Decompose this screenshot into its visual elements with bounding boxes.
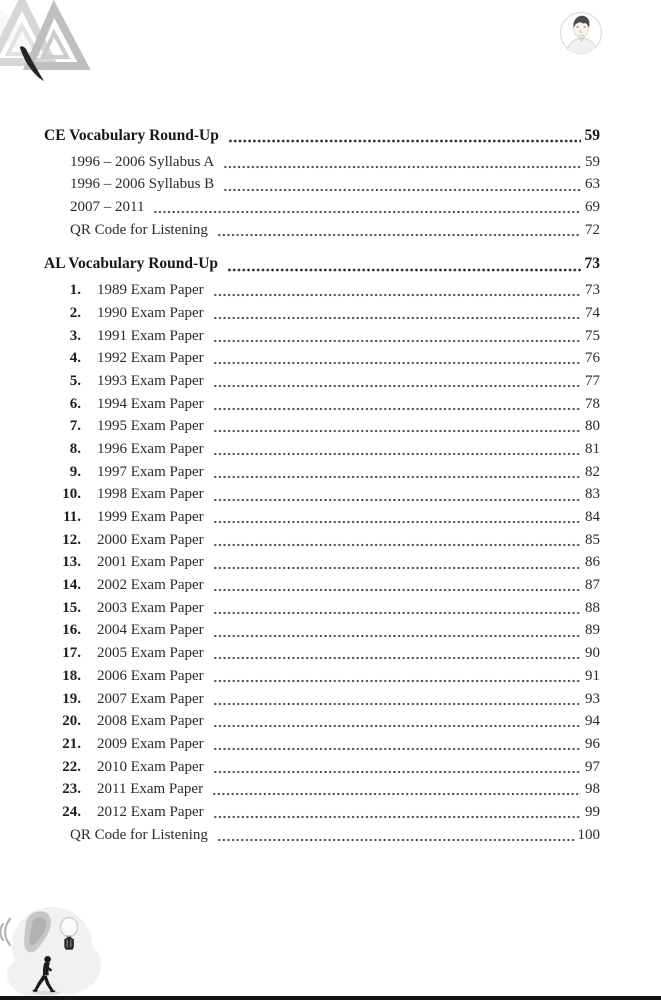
toc-entry bbox=[44, 574, 600, 597]
toc-entry-page-number: 86 bbox=[585, 554, 600, 571]
toc-entry-label: 1996 – 2006 Syllabus B bbox=[70, 176, 215, 193]
toc-entry-label: 1997 Exam Paper bbox=[97, 463, 204, 480]
toc-entry-page-number: 78 bbox=[585, 395, 600, 412]
toc-entry-label: 1994 Exam Paper bbox=[97, 395, 204, 412]
dot-leader bbox=[213, 429, 581, 433]
dot-leader bbox=[227, 268, 580, 272]
toc-entry bbox=[44, 778, 600, 801]
toc-entry-page-number: 73 bbox=[585, 282, 600, 299]
toc-entry bbox=[44, 393, 600, 416]
toc-entry-label: 1993 Exam Paper bbox=[97, 372, 204, 389]
toc-entry-page-number: 80 bbox=[585, 418, 600, 435]
toc-entry-number: 5. bbox=[69, 372, 81, 389]
toc-entry bbox=[44, 597, 600, 620]
toc-entry bbox=[44, 173, 600, 196]
dot-leader bbox=[213, 588, 581, 592]
toc-entry-page-number: 100 bbox=[577, 826, 600, 843]
toc-entry-page-number: 73 bbox=[584, 255, 600, 273]
toc-entry bbox=[44, 756, 600, 779]
dot-leader bbox=[213, 498, 581, 502]
toc-entry bbox=[44, 151, 600, 174]
toc-entry-number: 7. bbox=[69, 418, 81, 435]
dot-leader bbox=[213, 520, 581, 524]
toc-entry-page-number: 98 bbox=[585, 781, 600, 798]
dot-leader bbox=[213, 475, 581, 479]
toc-entry bbox=[44, 196, 600, 219]
toc-entry-number: 19. bbox=[62, 690, 81, 707]
toc-entry-page-number: 88 bbox=[585, 599, 600, 616]
toc-entry-label: CE Vocabulary Round-Up bbox=[44, 127, 219, 144]
dot-leader bbox=[213, 316, 581, 320]
toc-entry-label: 1989 Exam Paper bbox=[97, 282, 204, 299]
toc-entry-page-number: 93 bbox=[585, 690, 600, 707]
toc-entry-page-number: 89 bbox=[585, 622, 600, 639]
toc-entry-number: 8. bbox=[69, 440, 81, 457]
toc-entry-label: 1999 Exam Paper bbox=[97, 509, 204, 525]
toc-entry-number: 9. bbox=[69, 463, 81, 480]
toc-entry-label: 2006 Exam Paper bbox=[97, 667, 204, 684]
toc-entry-label: 1991 Exam Paper bbox=[97, 327, 204, 344]
toc-entry bbox=[44, 325, 600, 348]
toc-entry-label: 1995 Exam Paper bbox=[97, 418, 204, 435]
toc-entry bbox=[44, 302, 600, 325]
dot-leader bbox=[213, 384, 581, 388]
toc-entry-label: AL Vocabulary Round-Up bbox=[44, 255, 219, 273]
toc-entry-number: 15. bbox=[62, 599, 81, 616]
dot-leader bbox=[213, 452, 581, 456]
toc-entry-number: 13. bbox=[62, 554, 81, 571]
toc-entry-page-number: 96 bbox=[585, 735, 600, 752]
toc-entry-label: 1990 Exam Paper bbox=[97, 304, 204, 321]
toc-entry bbox=[44, 733, 600, 756]
author-avatar bbox=[559, 11, 603, 55]
toc-entry bbox=[44, 347, 600, 370]
toc-entry-number: 6. bbox=[69, 395, 81, 412]
toc-entry-number: 14. bbox=[62, 577, 81, 594]
toc-entry-label: 2009 Exam Paper bbox=[97, 735, 204, 752]
toc-entry-page-number: 59 bbox=[585, 153, 600, 170]
toc-entry-page-number: 74 bbox=[585, 304, 600, 321]
dot-leader bbox=[213, 747, 581, 751]
dot-leader bbox=[223, 188, 581, 192]
toc-entry-page-number: 69 bbox=[585, 199, 600, 216]
toc-entry-label: 1992 Exam Paper bbox=[97, 350, 204, 367]
toc-entry-number: 22. bbox=[62, 758, 81, 775]
toc-entry bbox=[44, 370, 600, 393]
toc-entry-number: 17. bbox=[62, 645, 81, 662]
dot-leader bbox=[212, 792, 581, 796]
toc-entry-page-number: 81 bbox=[585, 440, 600, 457]
toc-entry-number: 23. bbox=[62, 781, 81, 798]
toc-entry-label: QR Code for Listening bbox=[70, 826, 208, 843]
dot-leader bbox=[213, 679, 581, 683]
dot-leader bbox=[213, 339, 581, 343]
dot-leader bbox=[213, 634, 581, 638]
dot-leader bbox=[213, 724, 581, 728]
page-bottom-strip bbox=[0, 996, 661, 1000]
toc-entry-label: 2000 Exam Paper bbox=[97, 531, 204, 548]
toc-entry-page-number: 94 bbox=[585, 713, 600, 730]
toc-entry-number: 20. bbox=[62, 713, 81, 730]
dot-leader bbox=[217, 233, 581, 237]
toc-entry-label: 2008 Exam Paper bbox=[97, 713, 204, 730]
toc-entry-label: 1996 Exam Paper bbox=[97, 440, 204, 457]
toc-entry bbox=[44, 506, 600, 529]
dot-leader bbox=[213, 566, 581, 570]
dot-leader bbox=[213, 815, 581, 819]
dot-leader bbox=[213, 407, 581, 411]
toc-entry-page-number: 90 bbox=[585, 645, 600, 662]
toc-entry-page-number: 87 bbox=[585, 577, 600, 594]
toc-entry-page-number: 85 bbox=[585, 531, 600, 548]
dot-leader bbox=[213, 611, 581, 615]
toc-entry-number: 10. bbox=[62, 486, 81, 503]
toc-entry-page-number: 72 bbox=[585, 221, 600, 238]
dot-leader bbox=[223, 165, 581, 169]
toc-entry bbox=[44, 279, 600, 302]
toc-entry-page-number: 76 bbox=[585, 350, 600, 367]
dot-leader bbox=[213, 656, 581, 660]
toc-entry bbox=[44, 483, 600, 506]
toc-entry bbox=[44, 461, 600, 484]
toc-entry bbox=[44, 710, 600, 733]
toc-entry-label: 2007 – 2011 bbox=[70, 199, 145, 216]
dot-leader bbox=[213, 543, 581, 547]
toc-entry-label: 2003 Exam Paper bbox=[97, 599, 204, 616]
toc-entry-page-number: 99 bbox=[585, 803, 600, 820]
dot-leader bbox=[213, 361, 581, 365]
toc-entry-number: 24. bbox=[62, 803, 81, 820]
toc-entry bbox=[44, 824, 600, 847]
toc-entry-label: 1996 – 2006 Syllabus A bbox=[70, 153, 215, 170]
toc-entry bbox=[44, 688, 600, 711]
listening-ear-illustration bbox=[0, 897, 210, 997]
toc-entry-label: 2002 Exam Paper bbox=[97, 577, 204, 594]
toc-entry-number: 1. bbox=[69, 282, 81, 299]
toc-entry-label: 2005 Exam Paper bbox=[97, 645, 204, 662]
toc-entry-number: 3. bbox=[69, 327, 81, 344]
toc-entry bbox=[44, 665, 600, 688]
toc-entry-label: 1998 Exam Paper bbox=[97, 486, 204, 503]
toc-entry-number: 4. bbox=[69, 350, 81, 367]
toc-entry-page-number: 75 bbox=[585, 327, 600, 344]
toc-entry-label: 2012 Exam Paper bbox=[97, 803, 204, 820]
toc-entry-number: 16. bbox=[62, 622, 81, 639]
toc-entry-number: 21. bbox=[62, 735, 81, 752]
toc-entry bbox=[44, 619, 600, 642]
toc-entry-page-number: 84 bbox=[585, 509, 600, 525]
dot-leader bbox=[153, 210, 581, 214]
toc-entry bbox=[44, 642, 600, 665]
dot-leader bbox=[213, 702, 581, 706]
toc-entry-page-number: 82 bbox=[585, 463, 600, 480]
toc-entry-page-number: 97 bbox=[585, 758, 600, 775]
toc-entry-page-number: 91 bbox=[585, 667, 600, 684]
toc-section-heading bbox=[44, 253, 600, 276]
toc-entry-label: 2010 Exam Paper bbox=[97, 758, 204, 775]
toc-entry-number: 12. bbox=[62, 531, 81, 548]
toc-entry-page-number: 59 bbox=[584, 127, 600, 144]
toc-entry bbox=[44, 551, 600, 574]
toc-entry-number: 11. bbox=[63, 509, 81, 525]
toc-entry bbox=[44, 219, 600, 242]
toc-entry-label: 2011 Exam Paper bbox=[97, 781, 204, 798]
toc-entry-number: 2. bbox=[69, 304, 81, 321]
publisher-logo-icon bbox=[0, 0, 112, 96]
dot-leader bbox=[217, 838, 574, 842]
gray-blob bbox=[7, 907, 101, 997]
toc-entry-label: 2001 Exam Paper bbox=[97, 554, 204, 571]
dot-leader bbox=[213, 770, 581, 774]
toc-entry-label: 2004 Exam Paper bbox=[97, 622, 204, 639]
dot-leader bbox=[213, 293, 581, 297]
toc-entry-page-number: 77 bbox=[585, 372, 600, 389]
dot-leader bbox=[228, 139, 581, 143]
toc-section bbox=[44, 125, 600, 241]
toc-section-heading bbox=[44, 125, 600, 148]
sound-wave-icon bbox=[0, 919, 10, 945]
table-of-contents bbox=[44, 125, 600, 846]
toc-entry bbox=[44, 801, 600, 824]
toc-entry bbox=[44, 438, 600, 461]
toc-entry bbox=[44, 415, 600, 438]
toc-entry-label: 2007 Exam Paper bbox=[97, 690, 204, 707]
toc-entry-number: 18. bbox=[62, 667, 81, 684]
toc-entry-page-number: 63 bbox=[585, 176, 600, 193]
toc-entry bbox=[44, 529, 600, 552]
toc-section bbox=[44, 253, 600, 846]
toc-entry-page-number: 83 bbox=[585, 486, 600, 503]
toc-entry-label: QR Code for Listening bbox=[70, 221, 208, 238]
